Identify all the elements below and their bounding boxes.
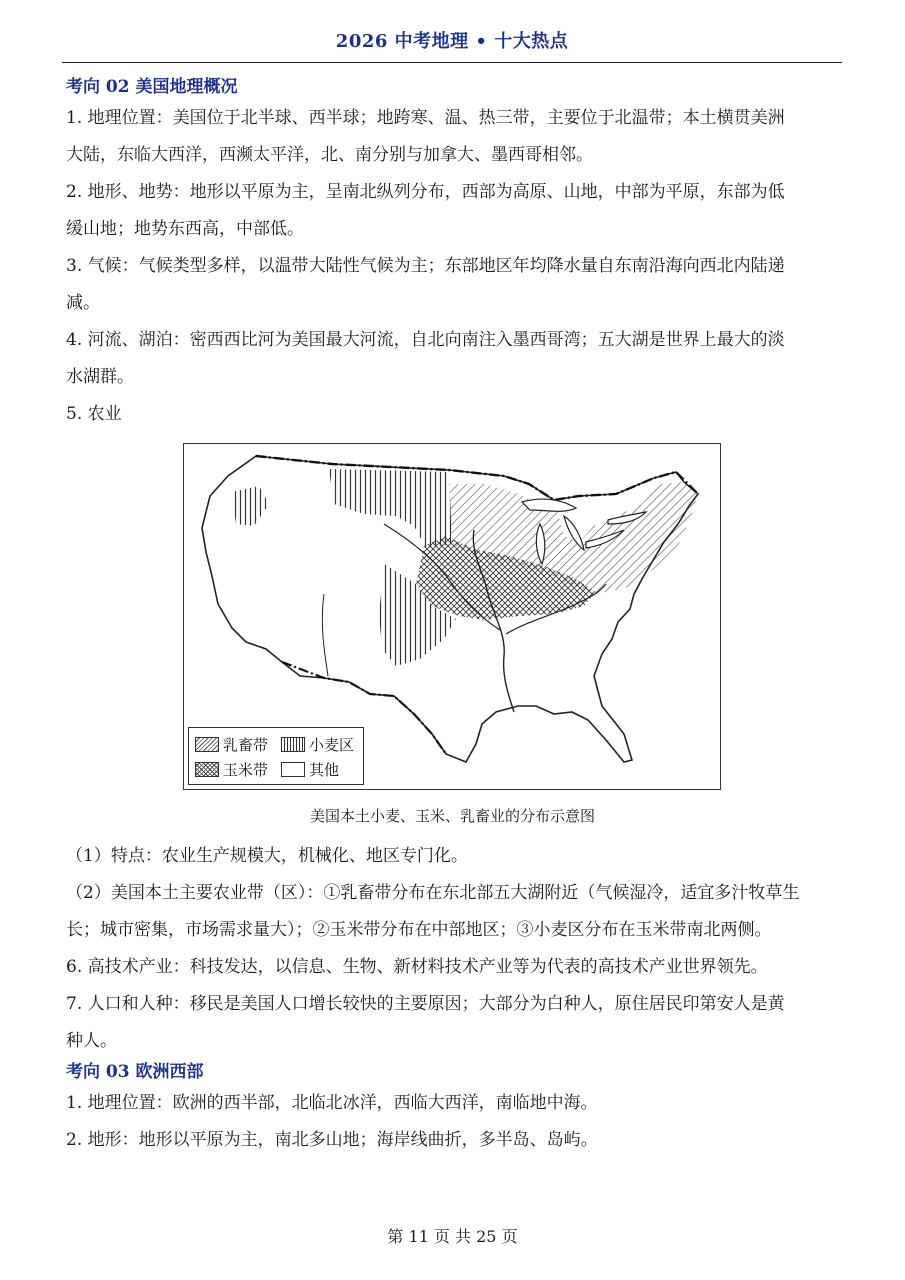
para-line: （2）美国本土主要农业带（区）：①乳畜带分布在东北部五大湖附近（气候湿冷，适宜多汁牧草生 — [66, 883, 800, 903]
map-caption: 美国本土小麦、玉米、乳畜业的分布示意图 — [309, 807, 595, 825]
page-header — [62, 0, 842, 63]
para-line: 7. 人口和人种：移民是美国人口增长较快的主要原因；大部分为白种人，原住居民印第安人是黄 — [66, 994, 785, 1014]
para-line: （1）特点：农业生产规模大，机械化、地区专门化。 — [66, 846, 468, 866]
para-line: 缓山地；地势东西高，中部低。 — [66, 219, 304, 239]
section-title-03: 考向 03 欧洲西部 — [66, 1062, 204, 1082]
para-line: 4. 河流、湖泊：密西西比河为美国最大河流，自北向南注入墨西哥湾；五大湖是世界上最大的淡 — [66, 330, 785, 350]
legend-item-wheat — [281, 732, 354, 756]
us-agriculture-map — [183, 443, 721, 790]
para-line: 2. 地形：地形以平原为主，南北多山地；海岸线曲折，多半岛、岛屿。 — [66, 1130, 598, 1150]
para-line: 1. 地理位置：美国位于北半球、西半球；地跨寒、温、热三带，主要位于北温带；本土横贯美洲 — [66, 108, 785, 128]
other-swatch — [281, 762, 305, 777]
map-legend — [188, 727, 364, 785]
para-line: 6. 高技术产业：科技发达，以信息、生物、新材料技术产业等为代表的高技术产业世界领先。 — [66, 957, 768, 977]
page-number: 第 11 页 共 25 页 — [387, 1227, 518, 1246]
wheat-region-northwest — [232, 486, 269, 526]
para-line: 水湖群。 — [66, 367, 134, 387]
legend-item-other — [281, 757, 339, 781]
wheat-region-north — [329, 469, 452, 548]
para-line: 3. 气候：气候类型多样，以温带大陆性气候为主；东部地区年均降水量自东南沿海向西北内陆递 — [66, 256, 785, 276]
para-line: 1. 地理位置：欧洲的西半部，北临北冰洋，西临大西洋，南临地中海。 — [66, 1093, 598, 1113]
legend-label-other: 其他 — [309, 760, 340, 779]
legend-item-corn — [195, 757, 268, 781]
header-title: 2026 中考地理 • 十大热点 — [335, 31, 569, 52]
legend-item-dairy — [195, 732, 268, 756]
legend-label-corn: 玉米带 — [223, 760, 269, 779]
para-line: 种人。 — [66, 1031, 117, 1051]
rio-grande-river — [322, 594, 328, 676]
para-line: 5. 农业 — [66, 404, 122, 424]
section-title-02: 考向 02 美国地理概况 — [66, 77, 238, 97]
dairy-swatch — [195, 737, 219, 752]
us-geography-text — [66, 100, 844, 433]
wheat-swatch — [281, 737, 305, 752]
corn-swatch — [195, 762, 219, 777]
legend-label-wheat: 小麦区 — [309, 735, 355, 754]
para-line: 减。 — [66, 293, 100, 313]
europe-west-text — [66, 1085, 844, 1159]
legend-label-dairy: 乳畜带 — [223, 735, 269, 754]
para-line: 2. 地形、地势：地形以平原为主，呈南北纵列分布，西部为高原、山地，中部为平原，东部为低 — [66, 182, 785, 202]
agriculture-text — [66, 838, 844, 1060]
para-line: 长；城市密集，市场需求量大）；②玉米带分布在中部地区；③小麦区分布在玉米带南北两侧。 — [66, 920, 772, 940]
para-line: 大陆，东临大西洋，西濒太平洋，北、南分别与加拿大、墨西哥相邻。 — [66, 145, 593, 165]
